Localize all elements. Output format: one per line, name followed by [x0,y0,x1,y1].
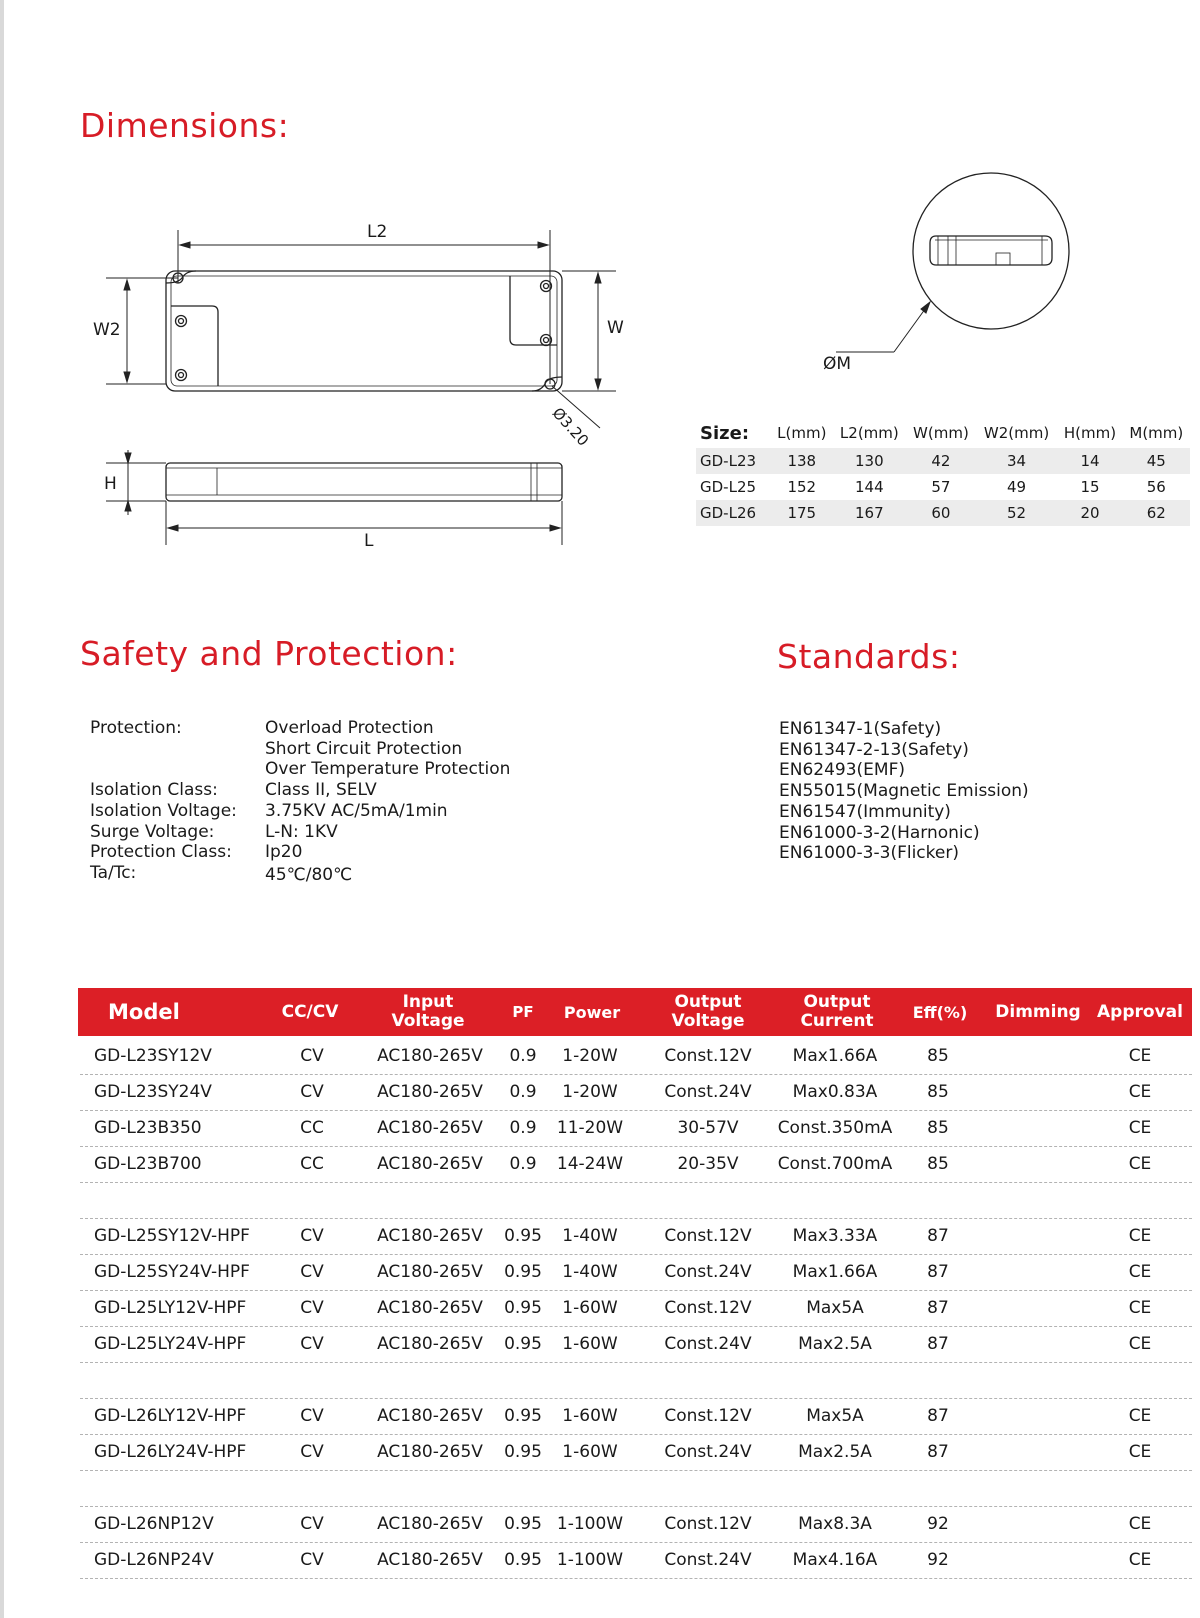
surge-voltage-value: L-N: 1KV [265,822,338,842]
size-cell: 57 [931,478,951,496]
cell-eff: 87 [927,1298,949,1318]
cell-output-voltage: Const.24V [664,1082,752,1102]
header-cc-cv: CC/CV [281,1001,339,1022]
cell-model: GD-L26LY12V-HPF [94,1406,247,1426]
cell-output-voltage: Const.12V [664,1226,752,1246]
cell-approval: CE [1128,1118,1152,1138]
size-cell: 45 [1123,448,1190,474]
cell-dimming [986,1218,1086,1254]
ta-tc-value: 45℃/80℃ [265,865,353,885]
cell-power: 11-20W [556,1118,624,1138]
cell-input-voltage: AC180-265V [377,1046,483,1066]
cell-cc-cv: CC [300,1154,324,1174]
cell-output-current: Max3.33A [792,1226,878,1246]
cell-output-voltage: Const.24V [664,1442,752,1462]
cell-model: GD-L25SY24V-HPF [94,1262,250,1282]
cell-power: 14-24W [556,1154,624,1174]
cell-power: 1-20W [562,1082,618,1102]
cell-pf: 0.95 [504,1226,542,1246]
cell-output-current: Max2.5A [798,1334,872,1354]
cell-pf: 0.9 [509,1046,537,1066]
cell-approval: CE [1128,1154,1152,1174]
cell-output-voltage: Const.24V [664,1262,752,1282]
table-row [80,1146,1192,1183]
cell-model: GD-L26LY24V-HPF [94,1442,247,1462]
cell-model: GD-L23SY24V [94,1082,212,1102]
cell-cc-cv: CV [300,1442,324,1462]
cell-cc-cv: CV [300,1262,324,1282]
cell-eff: 87 [927,1406,949,1426]
cell-eff: 87 [927,1442,949,1462]
protection-value: Over Temperature Protection [265,759,511,779]
protection-label: Protection: [90,718,182,738]
protection-values [265,718,510,780]
cell-approval: CE [1128,1550,1152,1570]
table-row [80,1038,1192,1075]
size-cell: 144 [855,478,884,496]
cell-approval: CE [1128,1046,1152,1066]
cell-eff: 92 [927,1550,949,1570]
standard-item: EN55015(Magnetic Emission) [779,781,1029,802]
header-dimming: Dimming [995,1001,1081,1022]
cell-output-current: Max5A [806,1298,864,1318]
table-row [80,1506,1192,1543]
cell-output-current: Max2.5A [798,1442,872,1462]
cell-input-voltage: AC180-265V [377,1226,483,1246]
size-cell: 42 [906,448,976,474]
label-h: H [104,474,117,494]
standard-item: EN61547(Immunity) [779,801,951,822]
cell-dimming [986,1326,1086,1362]
cell-input-voltage: AC180-265V [377,1082,483,1102]
label-m: ØM [823,354,852,374]
cell-output-voltage: 20-35V [677,1154,739,1174]
cell-approval: CE [1128,1334,1152,1354]
isolation-class-value: Class II, SELV [265,780,377,800]
cell-output-current: Max1.66A [792,1262,878,1282]
cell-output-current: Max1.66A [792,1046,878,1066]
cell-power: 1-20W [562,1046,618,1066]
cell-input-voltage: AC180-265V [377,1118,483,1138]
cell-dimming [986,1254,1086,1290]
table-row [80,1110,1192,1147]
cell-dimming [986,1290,1086,1326]
cell-eff: 87 [927,1334,949,1354]
table-row [80,1326,1192,1363]
cell-approval: CE [1128,1406,1152,1426]
table-row [80,1074,1192,1111]
cell-pf: 0.95 [504,1550,542,1570]
cell-dimming [986,1398,1086,1434]
cell-eff: 92 [927,1514,949,1534]
dimension-drawing [0,0,1200,620]
size-cell: 49 [1007,478,1027,496]
size-cell: 34 [976,448,1058,474]
cell-output-voltage: Const.12V [664,1406,752,1426]
standard-item: EN61000-3-2(Harnonic) [779,822,980,843]
label-hole-diameter: Ø3.20 [548,404,593,450]
cell-input-voltage: AC180-265V [377,1262,483,1282]
size-cell: GD-L26 [696,500,771,526]
label-l2: L2 [367,222,388,242]
cell-input-voltage: AC180-265V [377,1298,483,1318]
size-row [696,448,1190,474]
cell-input-voltage: AC180-265V [377,1334,483,1354]
size-cell: GD-L25 [700,478,757,496]
header-output-current: Output Current [800,992,874,1031]
header-input-voltage: Input Voltage [391,992,465,1031]
table-row [80,1290,1192,1327]
cell-power: 1-40W [562,1226,618,1246]
cell-dimming [986,1038,1086,1074]
cell-approval: CE [1128,1262,1152,1282]
cell-output-current: Const.350mA [777,1118,893,1138]
cell-output-current: Max4.16A [792,1550,878,1570]
cell-input-voltage: AC180-265V [377,1442,483,1462]
cell-output-current: Max0.83A [792,1082,878,1102]
table-row [80,1254,1192,1291]
isolation-voltage-label: Isolation Voltage: [90,801,237,821]
size-cell: 52 [976,500,1058,526]
cell-power: 1-60W [562,1334,618,1354]
size-header-w2: W2(mm) [983,424,1050,442]
standard-item: EN61347-2-13(Safety) [779,739,969,760]
header-output-voltage: Output Voltage [671,992,745,1031]
cell-approval: CE [1128,1442,1152,1462]
model-table-header [78,988,1192,1036]
cell-approval: CE [1128,1082,1152,1102]
isolation-class-label: Isolation Class: [90,780,218,800]
cell-output-voltage: Const.24V [664,1550,752,1570]
cell-power: 1-100W [556,1550,624,1570]
size-cell: 130 [833,448,907,474]
cell-pf: 0.95 [504,1514,542,1534]
size-cell: 60 [906,500,976,526]
cell-input-voltage: AC180-265V [377,1154,483,1174]
cell-input-voltage: AC180-265V [377,1514,483,1534]
cell-pf: 0.9 [509,1082,537,1102]
cell-pf: 0.95 [504,1442,542,1462]
header-model: Model [108,999,180,1024]
surge-voltage-label: Surge Voltage: [90,822,215,842]
cell-dimming [986,1110,1086,1146]
protection-class-label: Protection Class: [90,842,232,862]
size-cell: 56 [1146,478,1166,496]
cell-approval: CE [1128,1298,1152,1318]
cell-eff: 87 [927,1226,949,1246]
cell-input-voltage: AC180-265V [377,1406,483,1426]
cell-dimming [986,1074,1086,1110]
size-cell: 20 [1057,500,1122,526]
cell-input-voltage: AC180-265V [377,1550,483,1570]
cell-cc-cv: CC [300,1118,324,1138]
size-cell: 138 [771,448,833,474]
label-w: W [607,318,624,338]
table-row [80,1434,1192,1471]
cell-model: GD-L25LY24V-HPF [94,1334,247,1354]
cell-cc-cv: CV [300,1514,324,1534]
cell-eff: 85 [927,1046,949,1066]
cell-eff: 85 [927,1082,949,1102]
dimensions-heading: Dimensions: [80,106,290,145]
cell-eff: 87 [927,1262,949,1282]
table-row [80,1218,1192,1255]
cell-power: 1-60W [562,1298,618,1318]
cell-cc-cv: CV [300,1046,324,1066]
cell-dimming [986,1542,1086,1578]
protection-class-value: Ip20 [265,842,303,862]
header-power: Power [563,1002,621,1022]
size-cell: 152 [787,478,817,496]
ta-tc-label: Ta/Tc: [90,863,137,883]
cell-model: GD-L26NP12V [94,1514,214,1534]
table-row [80,1398,1192,1435]
cell-pf: 0.9 [509,1154,537,1174]
cell-output-voltage: Const.12V [664,1514,752,1534]
standards-heading: Standards: [777,637,961,676]
cell-output-voltage: Const.24V [664,1334,752,1354]
cell-cc-cv: CV [300,1406,324,1426]
label-w2: W2 [93,320,121,340]
cell-cc-cv: CV [300,1550,324,1570]
standard-item: EN62493(EMF) [779,760,905,781]
size-header-l: L(mm) [777,424,827,442]
cell-model: GD-L25LY12V-HPF [94,1298,247,1318]
cell-approval: CE [1128,1514,1152,1534]
cell-output-current: Const.700mA [777,1154,893,1174]
cell-pf: 0.95 [504,1298,542,1318]
size-row [696,474,1190,500]
standards-list [779,719,1029,864]
size-table [696,418,1190,526]
standard-item: EN61000-3-3(Flicker) [779,843,959,864]
protection-value: Overload Protection [265,718,434,738]
cell-model: GD-L23B700 [94,1154,202,1174]
cell-power: 1-100W [556,1514,624,1534]
cell-approval: CE [1128,1226,1152,1246]
cell-pf: 0.95 [504,1406,542,1426]
cell-model: GD-L26NP24V [94,1550,214,1570]
protection-value: Short Circuit Protection [265,738,463,759]
cell-output-voltage: 30-57V [677,1118,739,1138]
header-pf: PF [512,1002,534,1021]
cell-dimming [986,1434,1086,1470]
cell-eff: 85 [927,1118,949,1138]
size-header: Size: [700,422,750,444]
cell-cc-cv: CV [300,1334,324,1354]
header-eff: Eff(%) [912,1002,968,1022]
size-cell: 175 [771,500,833,526]
size-cell: 15 [1080,478,1100,496]
size-cell: 62 [1123,500,1190,526]
size-header-h: H(mm) [1063,424,1117,442]
isolation-voltage-value: 3.75KV AC/5mA/1min [265,801,448,821]
header-approval: Approval [1097,1001,1183,1022]
size-cell: GD-L23 [696,448,771,474]
size-header-m: M(mm) [1129,424,1184,442]
label-l: L [364,531,374,551]
cell-dimming [986,1506,1086,1542]
cell-cc-cv: CV [300,1082,324,1102]
cell-pf: 0.95 [504,1262,542,1282]
cell-dimming [986,1146,1086,1182]
cell-pf: 0.95 [504,1334,542,1354]
cell-output-voltage: Const.12V [664,1046,752,1066]
cell-model: GD-L23SY12V [94,1046,212,1066]
size-header-l2: L2(mm) [839,424,899,442]
standard-item: EN61347-1(Safety) [779,719,942,739]
cell-output-current: Max5A [806,1406,864,1426]
cell-model: GD-L23B350 [94,1118,202,1138]
cell-power: 1-60W [562,1406,618,1426]
size-row [696,500,1190,526]
size-header-w: W(mm) [913,424,969,442]
safety-heading: Safety and Protection: [80,634,458,673]
cell-cc-cv: CV [300,1226,324,1246]
cell-eff: 85 [927,1154,949,1174]
table-row [80,1542,1192,1579]
cell-pf: 0.9 [509,1118,537,1138]
size-cell: 167 [833,500,907,526]
cell-output-voltage: Const.12V [664,1298,752,1318]
size-cell: 14 [1057,448,1122,474]
cell-power: 1-40W [562,1262,618,1282]
cell-output-current: Max8.3A [798,1514,872,1534]
cell-cc-cv: CV [300,1298,324,1318]
cell-power: 1-60W [562,1442,618,1462]
cell-model: GD-L25SY12V-HPF [94,1226,250,1246]
